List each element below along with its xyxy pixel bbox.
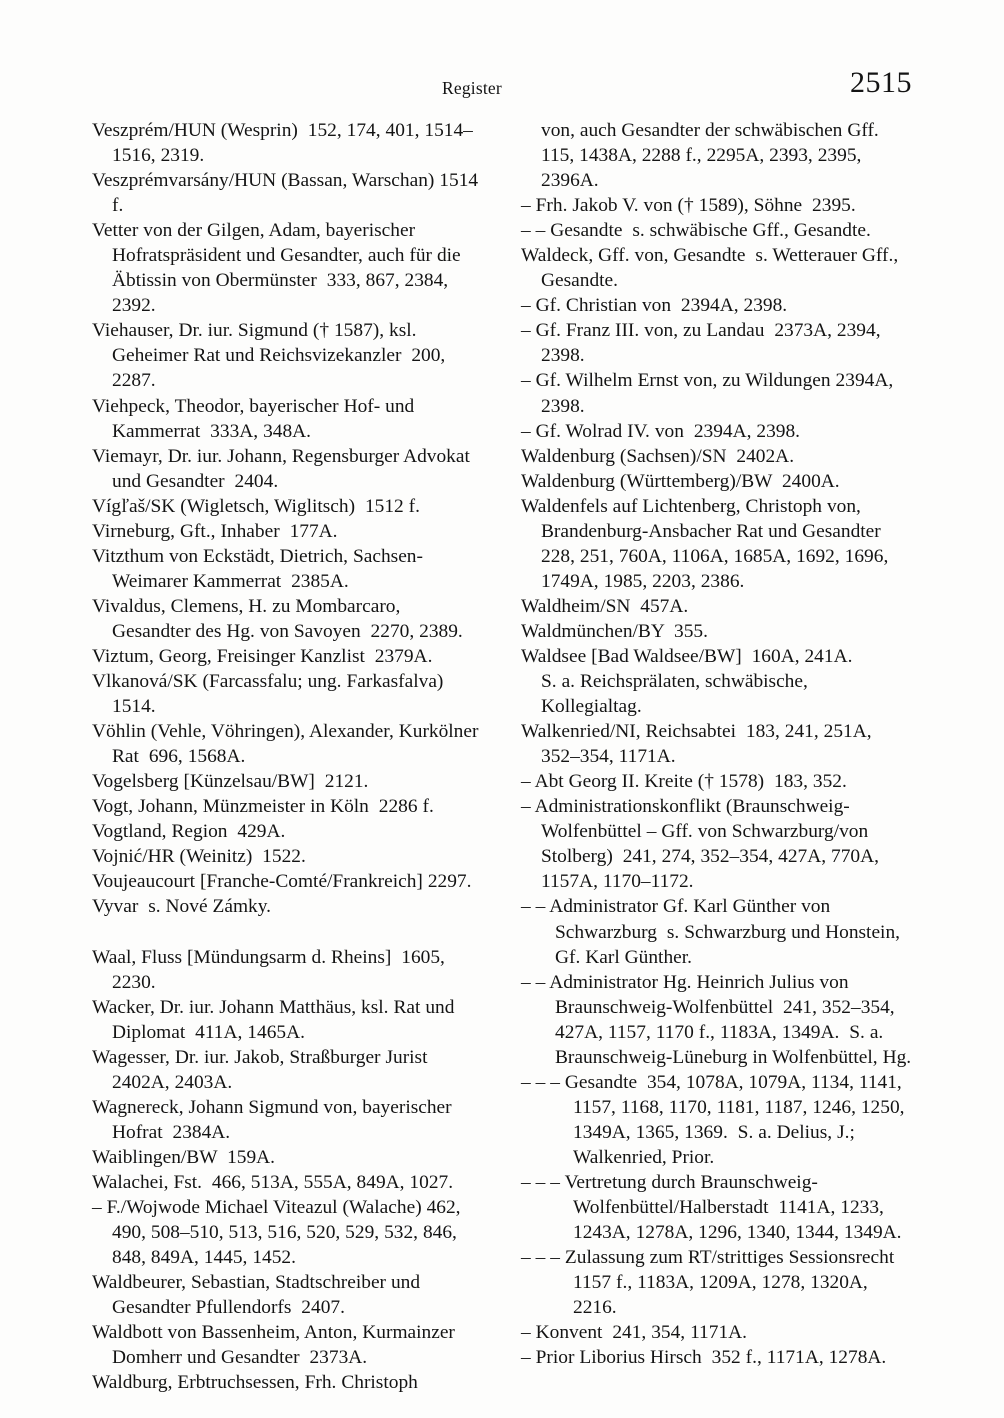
index-entry: – Gf. Wilhelm Ernst von, zu Wildungen 2394A, 2398.: [521, 370, 899, 417]
index-entry: Wagesser, Dr. iur. Jakob, Straßburger Jurist 2402A, 2403A.: [92, 1046, 433, 1093]
index-entry: – Frh. Jakob V. von († 1589), Söhne 2395.: [521, 195, 856, 217]
index-entry: – F./Wojwode Michael Viteazul (Walache) 462, 490, 508–510, 513, 516, 520, 529, 532, 846, 848, 849A, 1445, 1452.: [92, 1197, 466, 1269]
index-entry: Waldenfels auf Lichtenberg, Christoph von, Brandenburg-Ansbacher Rat und Gesandter 228, 251, 760A, 1106A, 1685A, 1692, 1696, 1749A, 1985, 2203, 2386.: [521, 495, 894, 592]
index-entry: Viztum, Georg, Freisinger Kanzlist 2379A.: [92, 645, 433, 667]
index-entry: – Gf. Wolrad IV. von 2394A, 2398.: [521, 420, 801, 442]
index-columns: [92, 118, 912, 1395]
index-entry: Waldheim/SN 457A.: [521, 595, 689, 617]
index-entry: S. a. Reichsprälaten, schwäbische, Kollegialtag.: [541, 671, 813, 718]
index-entry: – – Administrator Gf. Karl Günther von Schwarzburg s. Schwarzburg und Honstein, Gf. Karl Günther.: [521, 896, 905, 968]
index-entry: – – – Vertretung durch Braunschweig-Wolfenbüttel/Halberstadt 1141A, 1233, 1243A, 1278A, 1296, 1340, 1344, 1349A.: [521, 1171, 902, 1244]
index-entry: – Prior Liborius Hirsch 352 f., 1171A, 1278A.: [521, 1347, 887, 1369]
index-entry: – Abt Georg II. Kreite († 1578) 183, 352.: [521, 771, 847, 793]
index-entry: Waldsee [Bad Waldsee/BW] 160A, 241A.: [521, 645, 853, 667]
index-entry: – Administrationskonflikt (Braunschweig-Wolfenbüttel – Gff. von Schwarzburg/von Stolberg) 241, 274, 352–354, 427A, 770A, 1157A, 1170–1172.: [521, 796, 884, 893]
index-entry: Waal, Fluss [Mündungsarm d. Rheins] 1605, 2230.: [92, 946, 450, 993]
index-entry: – Gf. Christian von 2394A, 2398.: [521, 295, 788, 317]
page-number: 2515: [850, 66, 912, 99]
index-entry: Vyvar s. Nové Zámky.: [92, 896, 272, 918]
index-entry: Vígľaš/SK (Wigletsch, Wiglitsch) 1512 f.: [92, 495, 420, 517]
index-entry: – – Administrator Hg. Heinrich Julius von Braunschweig-Wolfenbüttel 241, 352–354, 427A, 1157, 1170 f., 1183A, 1349A. S. a. Braunschweig-Lüneburg in Wolfenbüttel, Hg.: [521, 971, 912, 1068]
left-column: [92, 118, 483, 1395]
index-entry: – – – Gesandte 354, 1078A, 1079A, 1134, 1141, 1157, 1168, 1170, 1181, 1187, 1246, 1250, 1349A, 1365, 1369. S. a. Delius, J.; Walkenried, Prior.: [521, 1071, 910, 1168]
index-entry: Vogelsberg [Künzelsau/BW] 2121.: [92, 771, 369, 793]
section-spacer: [92, 920, 483, 945]
index-entry: Vogtland, Region 429A.: [92, 821, 286, 843]
index-entry: Wagnereck, Johann Sigmund von, bayerischer Hofrat 2384A.: [92, 1096, 457, 1143]
index-entry: Viemayr, Dr. iur. Johann, Regensburger Advokat und Gesandter 2404.: [92, 445, 475, 492]
index-entry: Vogt, Johann, Münzmeister in Köln 2286 f.: [92, 796, 434, 818]
index-entry: Waldburg, Erbtruchsessen, Frh. Christoph: [92, 1372, 418, 1394]
index-entry: Waldmünchen/BY 355.: [521, 620, 708, 642]
running-head-title: Register: [442, 78, 502, 98]
index-entry: Virneburg, Gft., Inhaber 177A.: [92, 520, 338, 542]
index-entry: – Gf. Franz III. von, zu Landau 2373A, 2394, 2398.: [521, 320, 886, 367]
index-entry: Viehauser, Dr. iur. Sigmund († 1587), ksl. Geheimer Rat und Reichsvizekanzler 200, 2287.: [92, 320, 451, 392]
index-entry: Vöhlin (Vehle, Vöhringen), Alexander, Kurkölner Rat 696, 1568A.: [92, 721, 484, 768]
index-entry: Waldeck, Gff. von, Gesandte s. Wetterauer Gff., Gesandte.: [521, 245, 904, 292]
index-entry: Waldenburg (Sachsen)/SN 2402A.: [521, 445, 795, 467]
running-head: [92, 66, 912, 104]
index-entry: Waldbeurer, Sebastian, Stadtschreiber und Gesandter Pfullendorfs 2407.: [92, 1272, 425, 1319]
index-entry: Veszprém/HUN (Wesprin) 152, 174, 401, 1514–1516, 2319.: [92, 120, 473, 167]
index-entry: Vivaldus, Clemens, H. zu Mombarcaro, Gesandter des Hg. von Savoyen 2270, 2389.: [92, 595, 463, 642]
index-entry: Waiblingen/BW 159A.: [92, 1146, 276, 1168]
index-entry: Waldbott von Bassenheim, Anton, Kurmainzer Domherr und Gesandter 2373A.: [92, 1322, 460, 1369]
index-entry: Vlkanová/SK (Farcassfalu; ung. Farkasfalva) 1514.: [92, 671, 449, 718]
index-entry: Vetter von der Gilgen, Adam, bayerischer Hofratspräsident und Gesandter, auch für die Äbtissin von Obermünster 333, 867, 2384, 2392.: [92, 220, 466, 317]
index-entry: Voujeaucourt [Franche-Comté/Frankreich] 2297.: [92, 871, 472, 893]
index-entry: – – – Zulassung zum RT/strittiges Sessionsrecht 1157 f., 1183A, 1209A, 1278, 1320A, 2216.: [521, 1247, 905, 1319]
index-entry: – Konvent 241, 354, 1171A.: [521, 1322, 747, 1344]
index-entry: Walachei, Fst. 466, 513A, 555A, 849A, 1027.: [92, 1171, 454, 1193]
index-entry: Veszprémvarsány/HUN (Bassan, Warschan) 1514 f.: [92, 170, 484, 217]
index-entry: Walkenried/NI, Reichsabtei 183, 241, 251A, 352–354, 1171A.: [521, 721, 877, 768]
index-entry: Viehpeck, Theodor, bayerischer Hof- und Kammerrat 333A, 348A.: [92, 395, 420, 442]
index-entry: Vitzthum von Eckstädt, Dietrich, Sachsen-Weimarer Kammerrat 2385A.: [92, 545, 423, 592]
right-column: [521, 118, 912, 1395]
index-entry: Waldenburg (Württemberg)/BW 2400A.: [521, 470, 840, 492]
index-entry: Wacker, Dr. iur. Johann Matthäus, ksl. Rat und Diplomat 411A, 1465A.: [92, 996, 460, 1043]
index-entry: – – Gesandte s. schwäbische Gff., Gesandte.: [521, 220, 871, 242]
index-entry: von, auch Gesandter der schwäbischen Gff. 115, 1438A, 2288 f., 2295A, 2393, 2395, 2396A.: [541, 120, 889, 192]
index-entry: Vojnić/HR (Weinitz) 1522.: [92, 846, 306, 868]
